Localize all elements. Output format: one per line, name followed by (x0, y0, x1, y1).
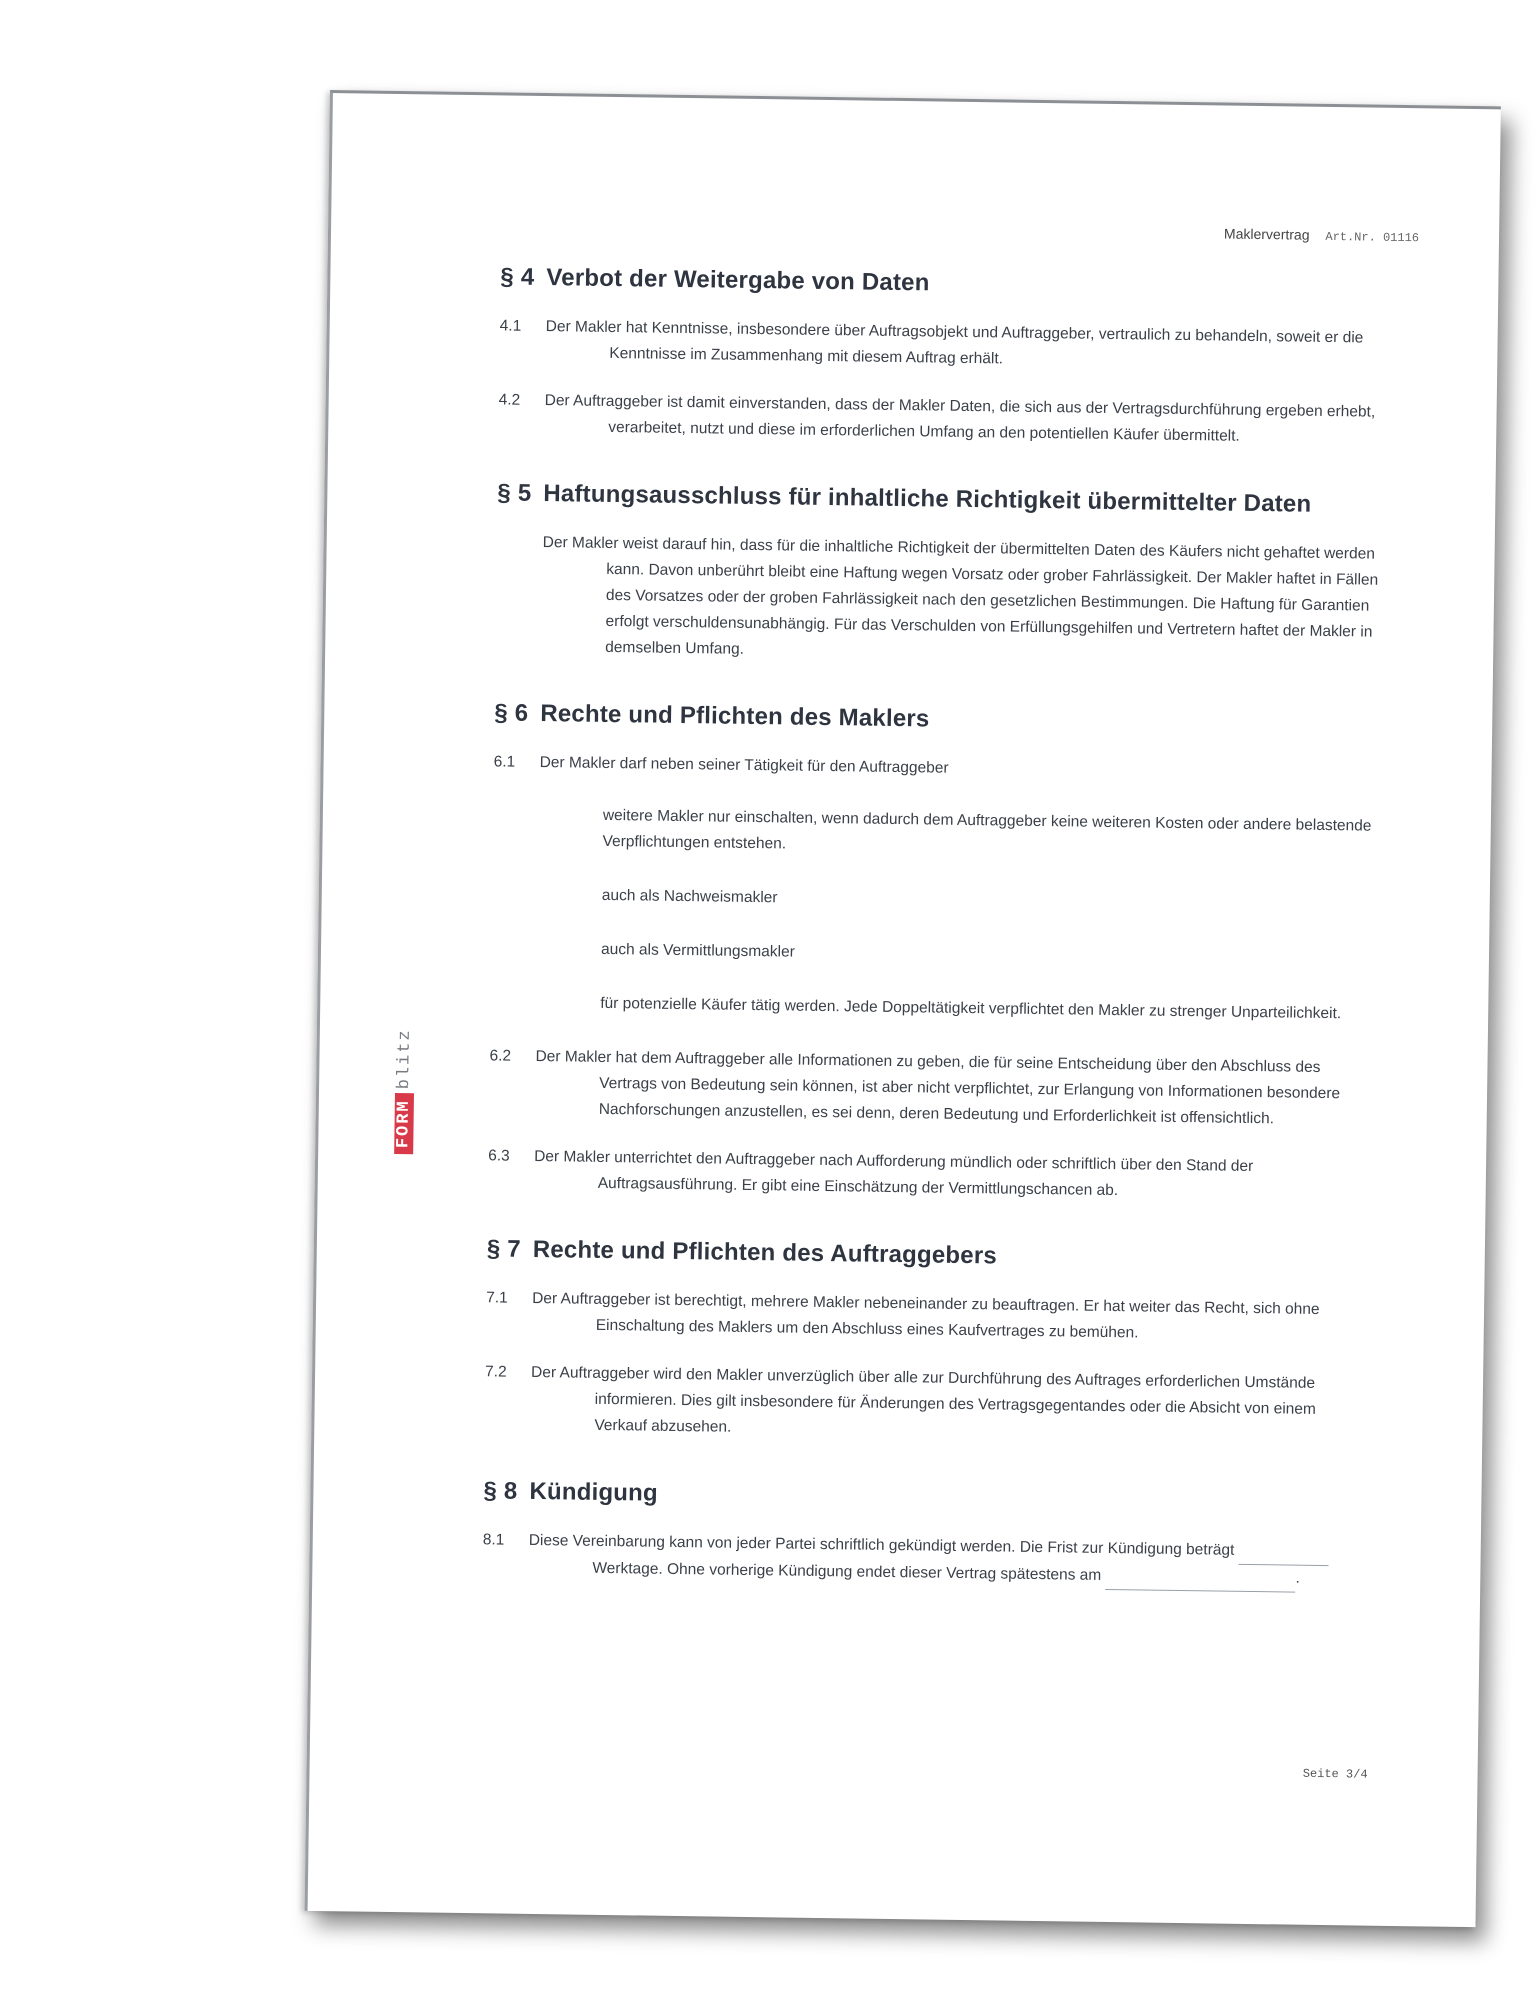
clause-text (528, 1529, 1368, 1594)
clause-number: 4.1 (499, 317, 522, 335)
clause-7-2 (484, 1359, 1370, 1449)
page-number: Seite 3/4 (1302, 1766, 1368, 1782)
clause-number: 6.3 (488, 1147, 510, 1165)
section-8 (482, 1477, 1368, 1593)
section-4 (498, 263, 1385, 451)
section-number: § 7 (486, 1235, 521, 1263)
section-5-text: Der Makler weist darauf hin, dass für die inhaltliche Richtigkeit der übermittelten Daten des Käufers nicht gehaftet werden kann. Davon unberührt bleibt eine Haftung wegen Vorsatz oder grober Fahrlässigkeit. Der Makler haftet in Fällen des Vorsatzes oder der groben Fahrlässigkeit nach den gesetzlichen Bestimmungen. Die Haftung für Garantien erfolgt verschuldensunabhängig. Für das Verschulden von Erfüllungsgehilfen und Vertretern haftet der Makler in demselben Umfang. (542, 534, 1379, 658)
section-6 (488, 699, 1380, 1207)
section-heading: Haftungsausschluss für inhaltliche Richtigkeit übermittelter Daten (543, 480, 1312, 518)
clause-8-1 (482, 1527, 1368, 1593)
clause-6-1-option-1: weitere Makler nur einschalten, wenn dadurch dem Auftraggeber keine weiteren Kosten oder andere belastende Verpflichtungen entstehen. (602, 806, 1372, 853)
clause-text: Der Auftraggeber ist berechtigt, mehrere Makler nebeneinander zu beauftragen. Er hat weiter das Recht, sich ohne Einschaltung des Maklers um den Abschluss eines Kaufvertrages zu bemühen. (532, 1289, 1320, 1342)
section-title (494, 699, 1379, 739)
document-page (305, 90, 1501, 1927)
section-heading: Kündigung (529, 1477, 659, 1507)
end-date-text: Werktage. Ohne vorherige Kündigung endet dieser Vertrag spätestens am (592, 1559, 1102, 1584)
end-punctuation: . (1295, 1569, 1301, 1587)
section-5 (495, 479, 1382, 671)
clause-number: 6.2 (489, 1047, 512, 1065)
clause-text: Der Makler unterrichtet den Auftraggeber nach Aufforderung mündlich oder schriftlich über den Stand der Auftragsausführung. Er gibt eine Einschätzung der Vermittlungschancen ab. (534, 1147, 1254, 1200)
notice-period-blank[interactable] (1238, 1538, 1328, 1566)
notice-period-text: Diese Vereinbarung kann von jeder Partei schriftlich gekündigt werden. Die Frist zur Kündigung beträgt (528, 1531, 1235, 1559)
clause-text: Der Makler hat dem Auftraggeber alle Informationen zu geben, die für seine Entscheidung über den Abschluss des Vertrags von Bedeutung sein können, ist aber nicht verpflichtet, zur Erlangung von Informationen besondere Nachforschungen anzustellen, es sei denn, deren Bedeutung und Erforderlichkeit ist offensichtlich. (535, 1047, 1341, 1128)
clause-number: 4.2 (498, 391, 521, 409)
clause-4-1 (499, 313, 1385, 377)
clause-6-1-option-4: für potenzielle Käufer tätig werden. Jede Doppeltätigkeit verpflichtet den Makler zu strenger Unparteilichkeit. (600, 994, 1342, 1023)
page-header (1224, 225, 1419, 245)
clause-6-2 (489, 1043, 1375, 1133)
section-title (500, 263, 1385, 303)
clause-number: 7.2 (484, 1363, 507, 1381)
clause-4-2 (498, 387, 1384, 451)
section-number: § 6 (494, 699, 529, 727)
section-7 (484, 1235, 1372, 1449)
article-number: Art.Nr. 01116 (1325, 229, 1420, 246)
clause-6-1-option-3: auch als Vermittlungsmakler (600, 940, 795, 961)
section-number: § 8 (483, 1477, 518, 1505)
clause-text: Der Makler darf neben seiner Tätigkeit für den Auftraggeber (539, 753, 949, 777)
section-heading: Verbot der Weitergabe von Daten (546, 264, 930, 297)
section-number: § 4 (500, 263, 535, 291)
section-title (487, 1235, 1372, 1275)
logo-blitz-text: blitz (395, 1028, 415, 1090)
clause-number: 7.1 (486, 1289, 508, 1307)
clause-6-3 (488, 1143, 1374, 1207)
clause-number: 8.1 (482, 1531, 505, 1549)
doc-name: Maklervertrag (1223, 225, 1310, 243)
clause-6-1 (493, 749, 1378, 787)
section-heading: Rechte und Pflichten des Maklers (540, 699, 930, 733)
clause-text: Der Auftraggeber wird den Makler unverzüglich über alle zur Durchführung des Auftrages erforderlichen Umstände informieren. Dies gilt insbesondere für Änderungen des Vertragsgegentandes oder die Absicht von einem Verkauf abzusehen. (530, 1363, 1316, 1436)
formblitz-logo (390, 1014, 420, 1154)
clause-number: 6.1 (493, 753, 516, 771)
logo-form-text: FORM (394, 1093, 414, 1154)
clause-text: Der Makler hat Kenntnisse, insbesondere über Auftragsobjekt und Auftraggeber, vertraulich zu behandeln, soweit er die Kenntnisse im Zusammenhang mit diesem Auftrag erhält. (545, 318, 1364, 368)
clause-6-1-option-2: auch als Nachweismakler (601, 886, 778, 907)
section-title (497, 479, 1382, 519)
clause-7-1 (486, 1285, 1372, 1349)
section-number: § 5 (497, 479, 532, 507)
clause-text: Der Auftraggeber ist damit einverstanden, dass der Makler Daten, die sich aus der Vertragsdurchführung ergeben erhebt, verarbeitet, nutzt und diese im erforderlichen Umfang an den potentiellen Käufer übermittelt. (544, 392, 1376, 445)
section-heading: Rechte und Pflichten des Auftraggebers (532, 1235, 998, 1270)
section-title (483, 1477, 1368, 1517)
end-date-blank[interactable] (1105, 1563, 1295, 1593)
document-content (482, 263, 1386, 1633)
